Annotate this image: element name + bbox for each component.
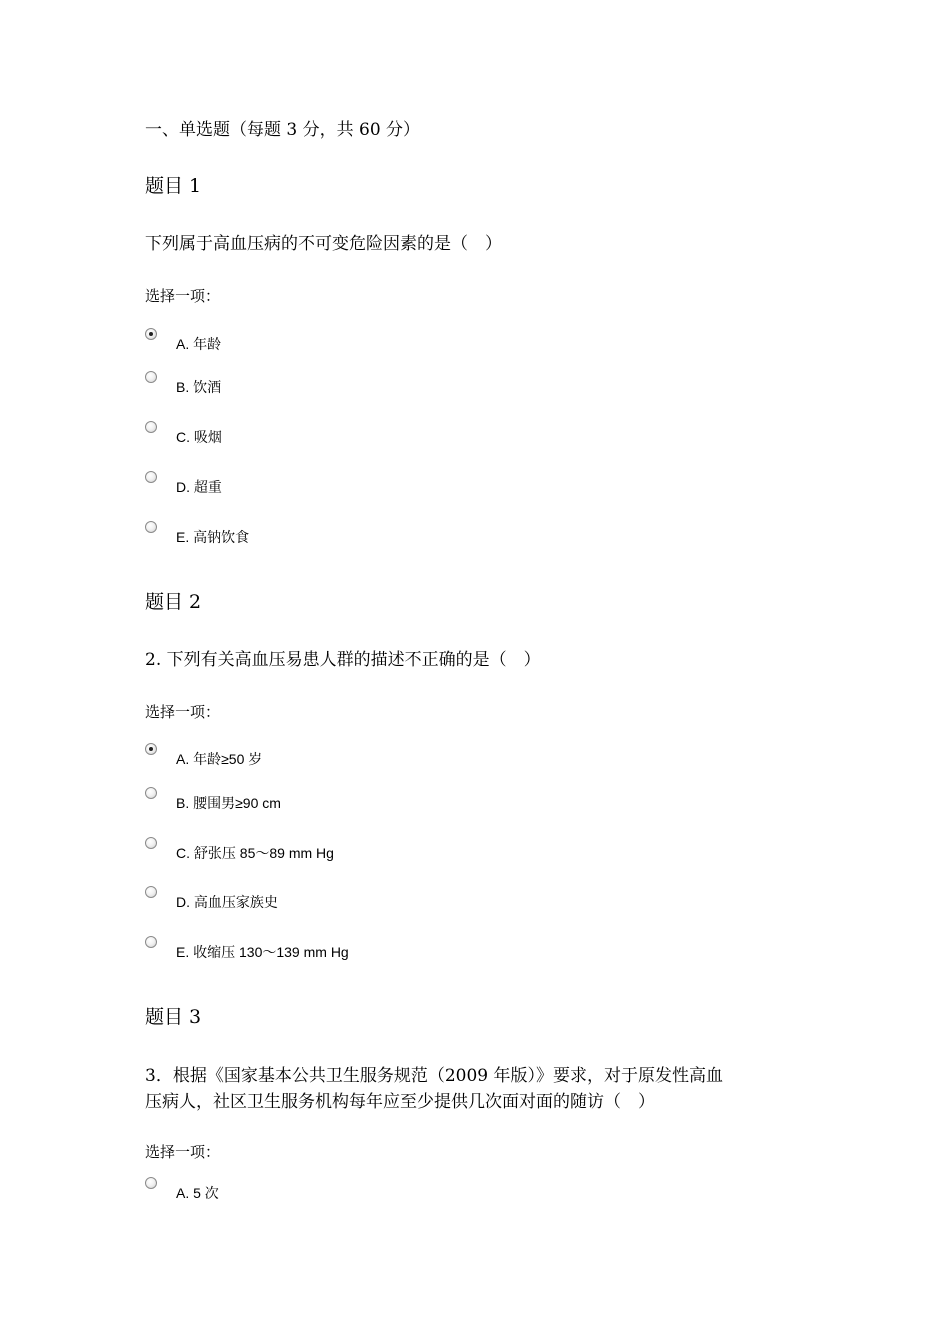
option-label: E. 收缩压 130～139 mm Hg (176, 944, 349, 960)
option-label: A. 年龄 (176, 336, 222, 352)
question-heading: 题目 2 (145, 591, 202, 613)
question-text: 下列属于高血压病的不可变危险因素的是（ ） (145, 234, 502, 254)
option-label: B. 饮酒 (176, 379, 222, 395)
option-label: A. 年龄≥50 岁 (176, 751, 263, 767)
question-heading: 题目 3 (145, 1006, 202, 1028)
question-heading: 题目 1 (145, 175, 202, 197)
radio-icon[interactable] (145, 421, 157, 433)
option-label: D. 超重 (176, 479, 222, 495)
choose-one-prompt: 选择一项： (145, 703, 221, 721)
option-label: C. 舒张压 85～89 mm Hg (176, 845, 334, 861)
question-text: 2. 下列有关高血压易患人群的描述不正确的是（ ） (145, 650, 541, 670)
radio-icon[interactable] (145, 521, 157, 533)
option-label: D. 高血压家族史 (176, 894, 278, 910)
option-label: B. 腰围男≥90 cm (176, 795, 281, 811)
option-label: E. 高钠饮食 (176, 529, 250, 545)
radio-icon[interactable] (145, 837, 157, 849)
radio-checked-icon[interactable] (145, 743, 157, 755)
choose-one-prompt: 选择一项： (145, 1143, 221, 1161)
radio-icon[interactable] (145, 1177, 157, 1189)
radio-icon[interactable] (145, 787, 157, 799)
question-text-line-2: 压病人，社区卫生服务机构每年应至少提供几次面对面的随访（ ） (145, 1092, 655, 1112)
radio-icon[interactable] (145, 886, 157, 898)
radio-icon[interactable] (145, 936, 157, 948)
section-title: 一、单选题（每题 3 分，共 60 分） (145, 120, 421, 140)
radio-icon[interactable] (145, 371, 157, 383)
option-label: C. 吸烟 (176, 429, 222, 445)
option-label: A. 5 次 (176, 1185, 219, 1201)
radio-checked-icon[interactable] (145, 328, 157, 340)
choose-one-prompt: 选择一项： (145, 287, 221, 305)
radio-icon[interactable] (145, 471, 157, 483)
question-text-line-1: 3．根据《国家基本公共卫生服务规范（2009 年版）》要求，对于原发性高血 (145, 1066, 723, 1086)
